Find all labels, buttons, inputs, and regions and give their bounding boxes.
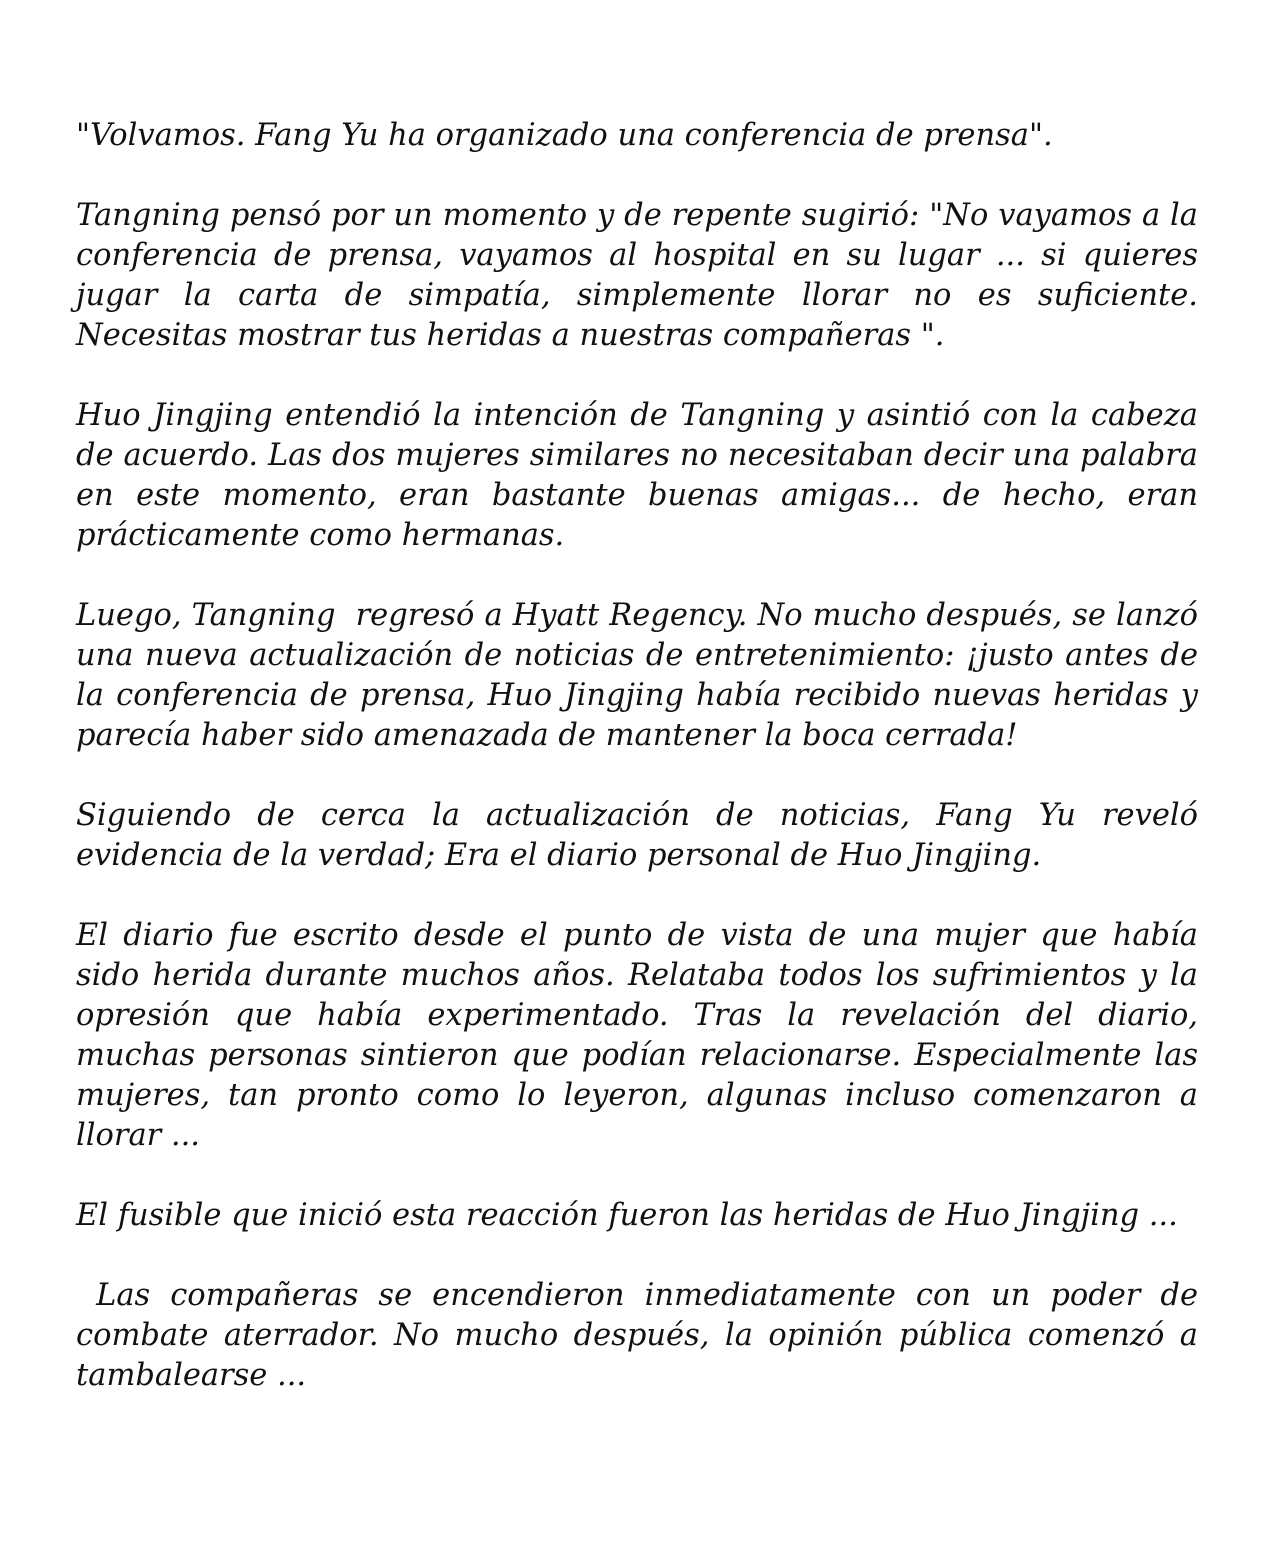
paragraph-3: Huo Jingjing entendió la intención de Tangning y asintió con la cabeza de acuerdo. Las dos mujeres similares no necesitaban decir una palabra en este momento, eran bastante buenas amigas... de hecho, eran prácticamente como hermanas. xyxy=(76,398,1208,553)
paragraph-2: Tangning pensó por un momento y de repente sugirió: "No vayamos a la conferencia de prensa, vayamos al hospital en su lugar ... si quieres jugar la carta de simpatía, simplemente llorar no es suficiente. Necesitas mostrar tus heridas a nuestras compañeras ". xyxy=(76,198,1208,353)
paragraph-7: El fusible que inició esta reacción fueron las heridas de Huo Jingjing ... xyxy=(76,1198,1178,1233)
paragraph-1: "Volvamos. Fang Yu ha organizado una conferencia de prensa". xyxy=(76,118,1053,153)
paragraph-8: Las compañeras se encendieron inmediatamente con un poder de combate aterrador. No mucho después, la opinión pública comenzó a tambalearse ... xyxy=(76,1278,1208,1393)
paragraph-5: Siguiendo de cerca la actualización de noticias, Fang Yu reveló evidencia de la verdad; Era el diario personal de Huo Jingjing. xyxy=(76,798,1208,873)
paragraph-6: El diario fue escrito desde el punto de vista de una mujer que había sido herida durante muchos años. Relataba todos los sufrimientos y la opresión que había experimentado. Tras la revelación del diario, muchas personas sintieron que podían relacionarse. Especialmente las mujeres, tan pronto como lo leyeron, algunas incluso comenzaron a llorar ... xyxy=(76,918,1208,1153)
paragraph-4: Luego, Tangning regresó a Hyatt Regency. No mucho después, se lanzó una nueva actualización de noticias de entretenimiento: ¡justo antes de la conferencia de prensa, Huo Jingjing había recibido nuevas heridas y parecía haber sido amenazada de mantener la boca cerrada! xyxy=(76,598,1208,753)
